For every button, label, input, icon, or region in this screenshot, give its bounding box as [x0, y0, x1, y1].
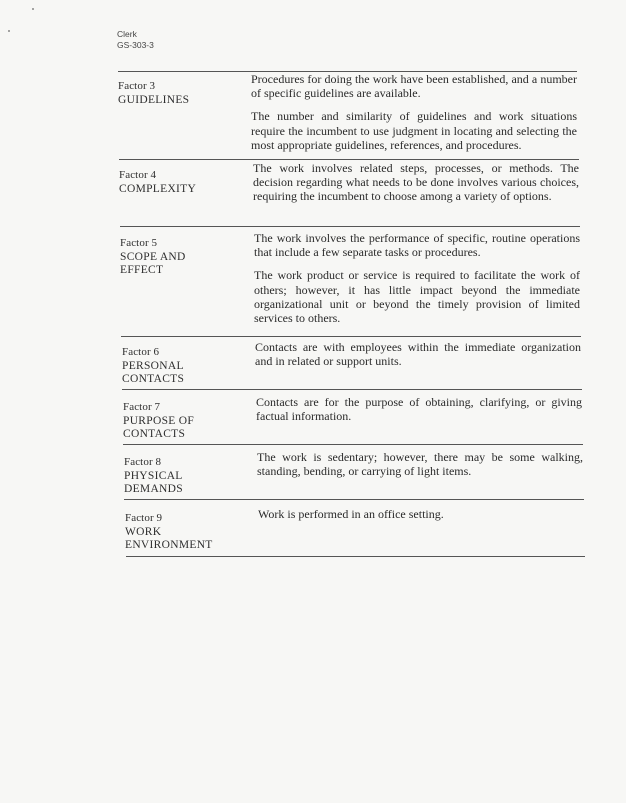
factor-number: Factor 3 [118, 80, 156, 92]
section-divider [126, 556, 585, 557]
section-divider [124, 499, 584, 500]
section-divider [123, 444, 583, 445]
factor-3-label [118, 80, 189, 107]
factor-number: Factor 5 [120, 237, 158, 249]
section-divider [122, 389, 582, 390]
factor-title: SCOPE AND [120, 250, 186, 263]
factor-7-label [123, 401, 194, 442]
description-paragraph: The work is sedentary; however, there may be some walking, standing, bending, or carrying of light items. [257, 450, 583, 479]
section-divider [121, 336, 581, 337]
factor-number: Factor 7 [123, 401, 161, 413]
factor-title: COMPLEXITY [119, 182, 197, 195]
factor-title: PERSONAL [122, 359, 184, 372]
document-header [117, 29, 154, 51]
scan-speck [32, 8, 34, 10]
factor-title: WORK [125, 525, 162, 538]
factor-title: CONTACTS [122, 373, 185, 385]
factor-number: Factor 4 [119, 169, 157, 181]
factor-8-label [124, 456, 183, 497]
description-paragraph: Contacts are with employees within the immediate organization and in related or support units. [255, 340, 581, 369]
section-divider [120, 226, 580, 227]
description-paragraph: The number and similarity of guidelines and work situations require the incumbent to use judgment in locating and selecting the most appropriate guidelines, references, and procedures. [251, 109, 577, 152]
description-paragraph: The work product or service is required to facilitate the work of others; however, it has little impact beyond the immediate organizational unit or beyond the timely provision of limited services to others. [254, 268, 580, 326]
factor-title: GUIDELINES [118, 93, 190, 106]
factor-4-description [253, 161, 579, 213]
factor-6-description [255, 340, 581, 377]
factor-3-description [251, 72, 577, 161]
factor-title: PURPOSE OF [123, 414, 195, 427]
factor-number: Factor 9 [125, 512, 163, 524]
factor-9-label [125, 512, 213, 553]
description-paragraph: Contacts are for the purpose of obtaining, clarifying, or giving factual information. [256, 395, 582, 424]
factor-7-description [256, 395, 582, 432]
factor-5-description [254, 231, 580, 334]
factor-number: Factor 6 [122, 346, 160, 358]
factor-title: PHYSICAL [124, 469, 183, 482]
factor-4-label [119, 169, 196, 196]
description-paragraph: Procedures for doing the work have been established, and a number of specific guidelines are available. [251, 72, 577, 101]
header-line-1: Clerk [117, 29, 137, 39]
factor-6-label [122, 346, 184, 387]
factor-title: EFFECT [120, 264, 164, 276]
factor-title: DEMANDS [124, 483, 183, 495]
factor-8-description [257, 450, 583, 487]
description-paragraph: Work is performed in an office setting. [258, 507, 444, 521]
factor-title: ENVIRONMENT [125, 539, 213, 551]
factor-title: CONTACTS [123, 428, 186, 440]
description-paragraph: The work involves the performance of specific, routine operations that include a few separate tasks or procedures. [254, 231, 580, 260]
factor-number: Factor 8 [124, 456, 162, 468]
factor-9-description [258, 507, 584, 530]
header-line-2: GS-303-3 [117, 40, 154, 50]
factor-5-label [120, 237, 186, 278]
description-paragraph: The work involves related steps, processes, or methods. The decision regarding what needs to be done involves various choices, requiring the incumbent to choose among a variety of options. [253, 161, 579, 204]
scan-speck [8, 30, 10, 32]
